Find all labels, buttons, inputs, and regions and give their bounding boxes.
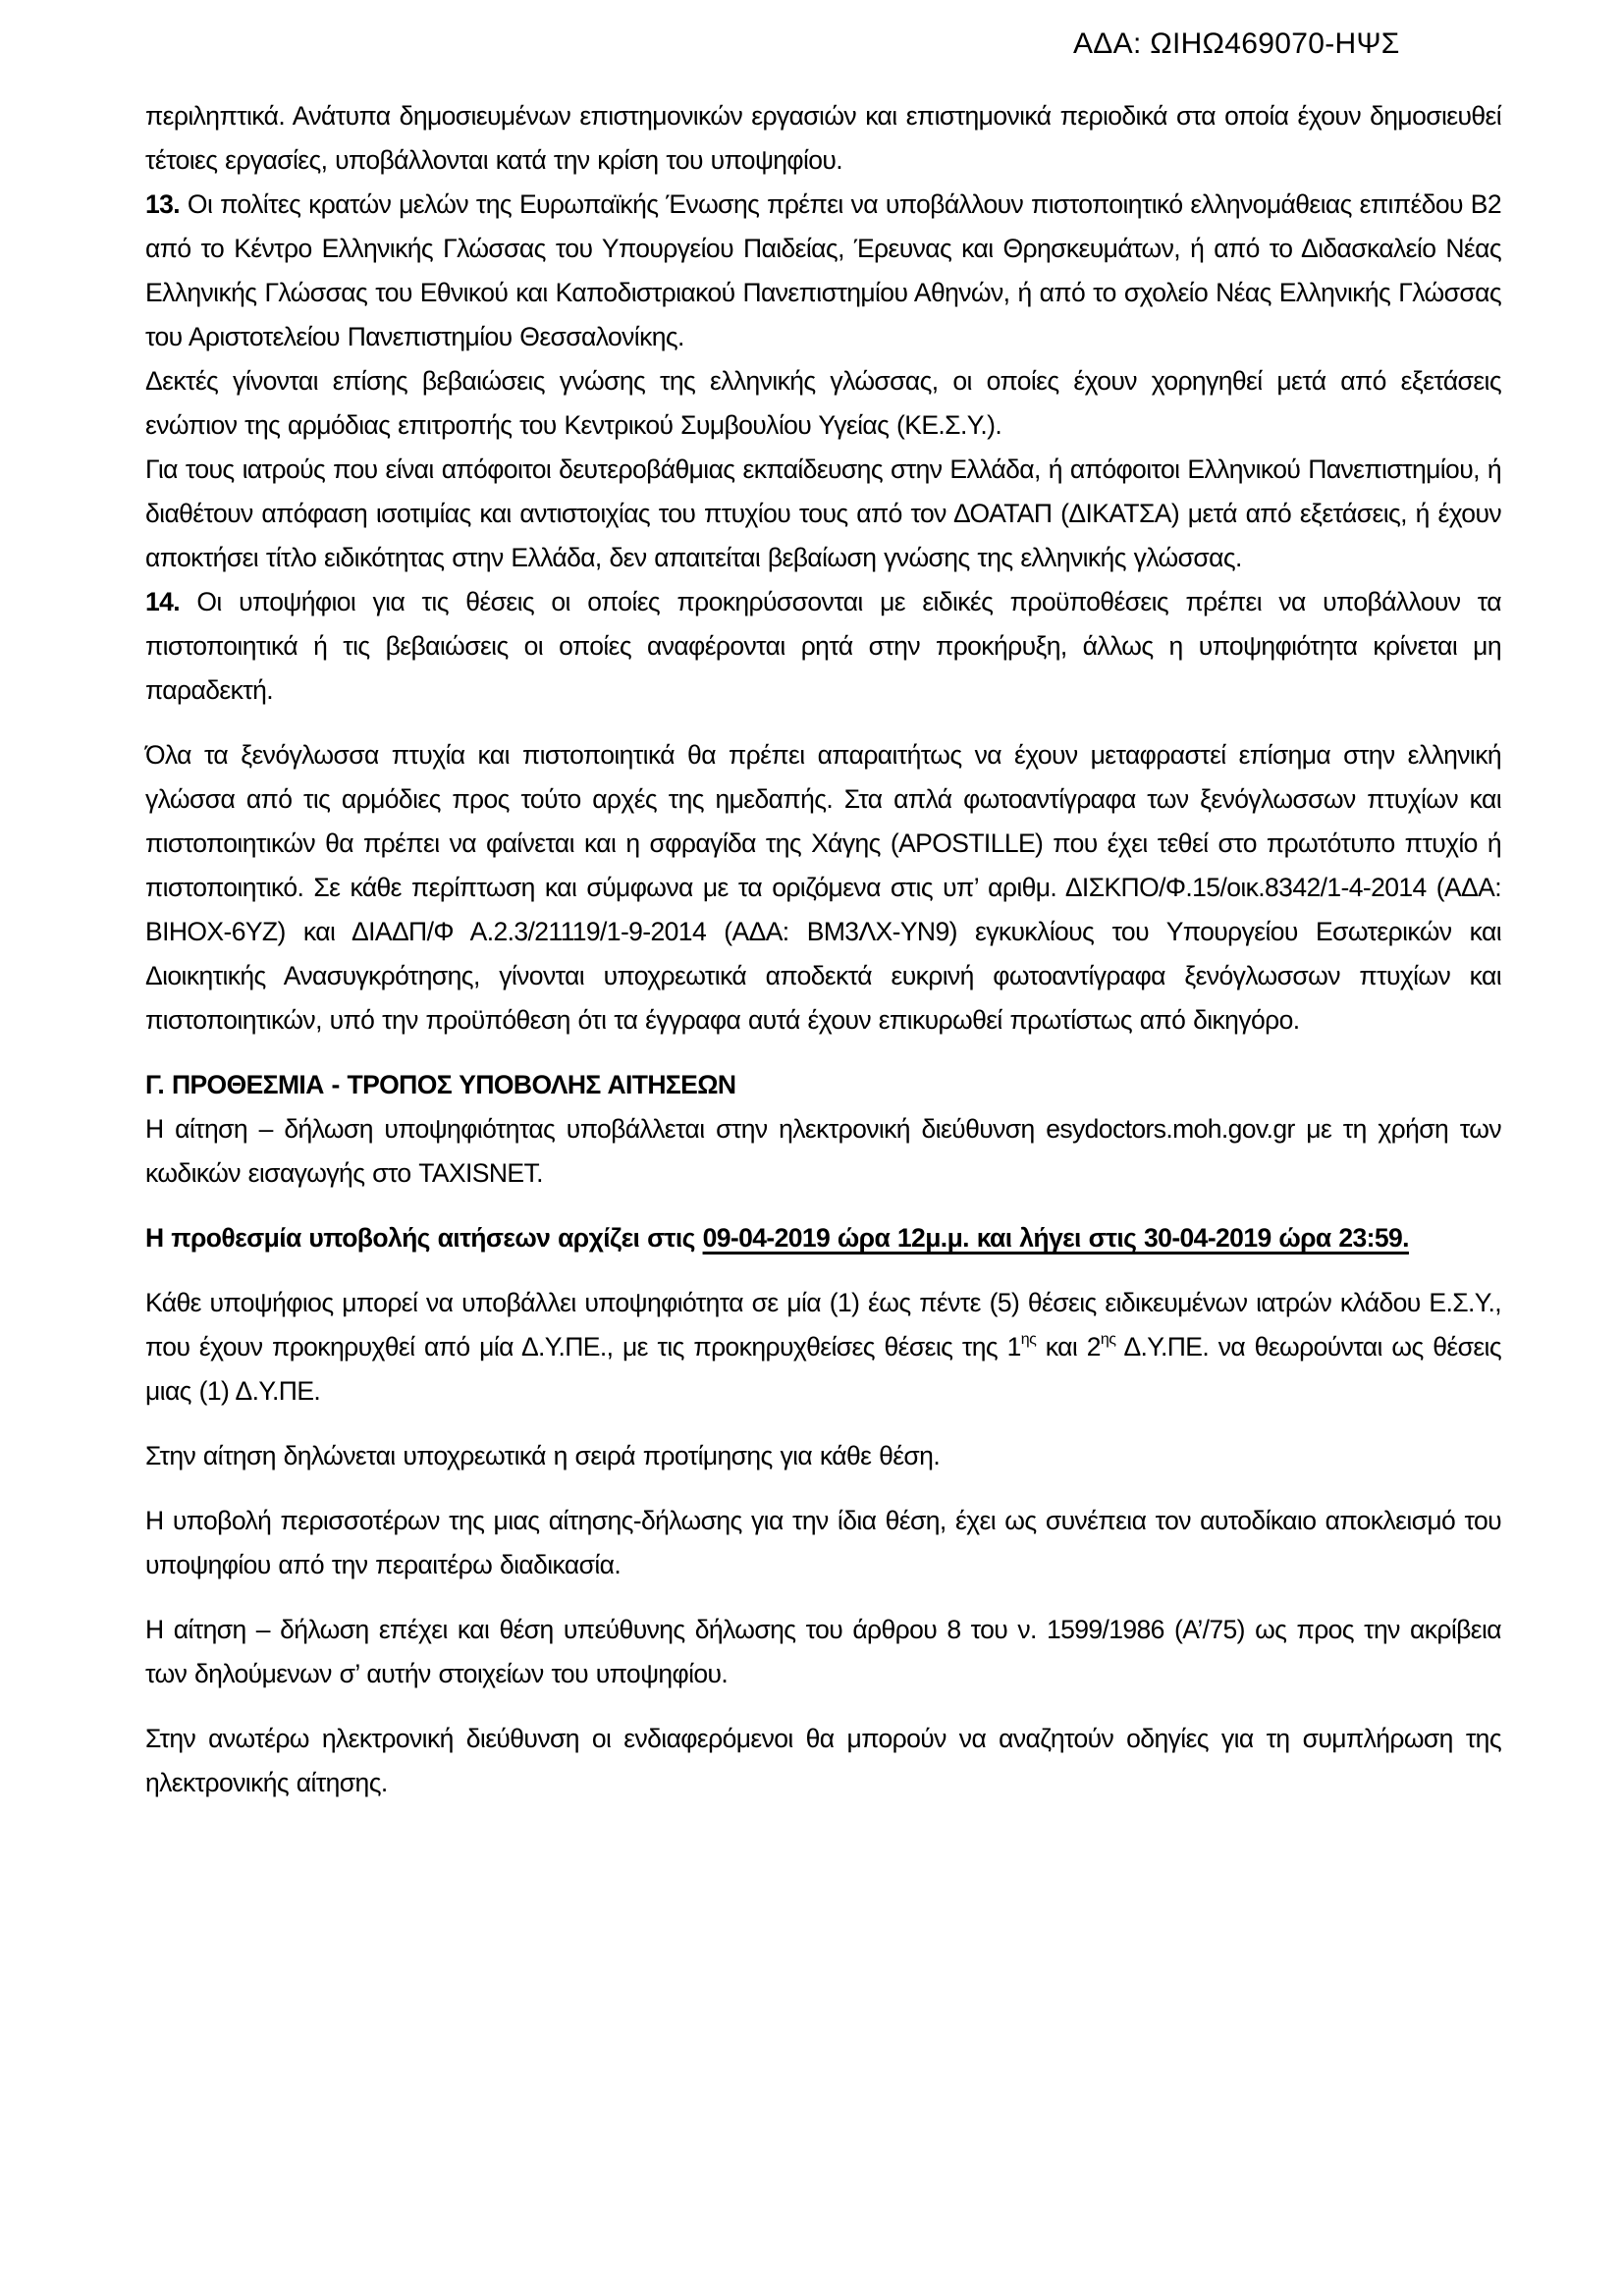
positions-text-a: Κάθε υποψήφιος μπορεί να υποβάλλει υποψηφιότητα σε μία (1) έως πέντε (5) θέσεις ειδικευμένων ιατρών κλάδου Ε.Σ.Υ., που έχουν προκηρυχθεί από μία Δ.Υ.ΠΕ., με τις προκηρυχθείσες θέσεις της 1 [145, 1288, 1501, 1362]
foreign-documents-paragraph: Όλα τα ξενόγλωσσα πτυχία και πιστοποιητικά θα πρέπει απαραιτήτως να έχουν μεταφραστεί επίσημα στην ελληνική γλώσσα από τις αρμόδιες προς τούτο αρχές της ημεδαπής. Στα απλά φωτοαντίγραφα των ξενόγλωσσων πτυχίων και πιστοποιητικών θα πρέπει να φαίνεται και η σφραγίδα της Χάγης (APOSTILLE) που έχει τεθεί στο πρωτότυπο πτυχίο ή πιστοποιητικό. Σε κάθε περίπτωση και σύμφωνα με τα οριζόμενα στις υπ’ αριθμ. ΔΙΣΚΠΟ/Φ.15/οικ.8342/1-4-2014 (ΑΔΑ: ΒΙΗΟΧ-6ΥΖ) και ΔΙΑΔΠ/Φ Α.2.3/21119/1-9-2014 (ΑΔΑ: ΒΜ3ΛΧ-ΥΝ9) εγκυκλίους του Υπουργείου Εσωτερικών και Διοικητικής Ανασυγκρότησης, γίνονται υποχρεωτικά αποδεκτά ευκρινή φωτοαντίγραφα ξενόγλωσσων πτυχίων και πιστοποιητικών, υπό την προϋπόθεση ότι τα έγγραφα αυτά έχουν επικυρωθεί πρωτίστως από δικηγόρο. [145, 740, 1501, 1035]
positions-text-c: Δ.Υ.ΠΕ. να θεωρούνται ως θέσεις μιας (1) Δ.Υ.ΠΕ. [145, 1332, 1502, 1406]
deadline-paragraph [145, 1216, 1501, 1260]
deadline-dates: 09-04-2019 ώρα 12μ.μ. και λήγει στις 30-04-2019 ώρα 23:59. [702, 1223, 1409, 1253]
item-13-text: Οι πολίτες κρατών μελών της Ευρωπαϊκής Ένωσης πρέπει να υποβάλλουν πιστοποιητικό ελληνομάθειας επιπέδου Β2 από το Κέντρο Ελληνικής Γλώσσας του Υπουργείου Παιδείας, Έρευνας και Θρησκευμάτων, ή από το Διδασκαλείο Νέας Ελληνικής Γλώσσας του Εθνικού και Καποδιστριακού Πανεπιστημίου Αθηνών, ή από το σχολείο Νέας Ελληνικής Γλώσσας του Αριστοτελείου Πανεπιστημίου Θεσσαλονίκης. [145, 189, 1501, 351]
declaration-paragraph: Η αίτηση – δήλωση επέχει και θέση υπεύθυνης δήλωσης του άρθρου 8 του ν. 1599/1986 (Α’/75) ως προς την ακρίβεια των δηλούμενων σ’ αυτήν στοιχείων του υποψηφίου. [145, 1615, 1501, 1688]
item-13-number: 13. [145, 189, 181, 219]
deadline-prefix: Η προθεσμία υποβολής αιτήσεων αρχίζει στις [145, 1223, 703, 1253]
positions-paragraph [145, 1281, 1501, 1414]
item-13-paragraph-3: Για τους ιατρούς που είναι απόφοιτοι δευτεροβάθμιας εκπαίδευσης στην Ελλάδα, ή απόφοιτοι Ελληνικού Πανεπιστημίου, ή διαθέτουν απόφαση ισοτιμίας και αντιστοιχίας του πτυχίου τους από τον ΔΟΑΤΑΠ (ΔΙΚΑΤΣΑ) μετά από εξετάσεις, ή έχουν αποκτήσει τίτλο ειδικότητας στην Ελλάδα, δεν απαιτείται βεβαίωση γνώσης της ελληνικής γλώσσας. [145, 454, 1501, 572]
positions-text-b: και 2 [1036, 1332, 1101, 1362]
preference-paragraph: Στην αίτηση δηλώνεται υποχρεωτικά η σειρά προτίμησης για κάθε θέση. [145, 1441, 941, 1470]
item-14-number: 14. [145, 587, 181, 616]
superscript-1: ης [1020, 1331, 1037, 1348]
item-13-paragraph-2: Δεκτές γίνονται επίσης βεβαιώσεις γνώσης της ελληνικής γλώσσας, οι οποίες έχουν χορηγηθεί μετά από εξετάσεις ενώπιον της αρμόδιας επιτροπής του Κεντρικού Συμβουλίου Υγείας (ΚΕ.Σ.Υ.). [145, 366, 1501, 440]
section-c-heading: Γ. ΠΡΟΘΕΣΜΙΑ - ΤΡΟΠΟΣ ΥΠΟΒΟΛΗΣ ΑΙΤΗΣΕΩΝ [145, 1070, 736, 1099]
item-14-text: Οι υποψήφιοι για τις θέσεις οι οποίες προκηρύσσονται με ειδικές προϋποθέσεις πρέπει να υποβάλλουν τα πιστοποιητικά ή τις βεβαιώσεις οι οποίες αναφέρονται ρητά στην προκήρυξη, άλλως η υποψηφιότητα κρίνεται μη παραδεκτή. [145, 587, 1501, 705]
item-14 [145, 580, 1501, 713]
multiple-applications-paragraph: Η υποβολή περισσοτέρων της μιας αίτησης-δήλωσης για την ίδια θέση, έχει ως συνέπεια τον αυτοδίκαιο αποκλεισμό του υποψηφίου από την περαιτέρω διαδικασία. [145, 1506, 1501, 1579]
document-body [145, 94, 1501, 1805]
instructions-paragraph: Στην ανωτέρω ηλεκτρονική διεύθυνση οι ενδιαφερόμενοι θα μπορούν να αναζητούν οδηγίες για τη συμπλήρωση της ηλεκτρονικής αίτησης. [145, 1724, 1501, 1797]
item-13 [145, 183, 1501, 359]
submission-paragraph: Η αίτηση – δήλωση υποψηφιότητας υποβάλλεται στην ηλεκτρονική διεύθυνση esydoctors.moh.gov.gr με τη χρήση των κωδικών εισαγωγής στο TAXISNET. [145, 1114, 1501, 1188]
intro-paragraph: περιληπτικά. Ανάτυπα δημοσιευμένων επιστημονικών εργασιών και επιστημονικά περιοδικά στα οποία έχουν δημοσιευθεί τέτοιες εργασίες, υποβάλλονται κατά την κρίση του υποψηφίου. [145, 101, 1501, 175]
superscript-2: ης [1100, 1331, 1116, 1348]
ada-identifier: ΑΔΑ: ΩΙΗΩ469070-ΗΨΣ [1073, 27, 1400, 60]
